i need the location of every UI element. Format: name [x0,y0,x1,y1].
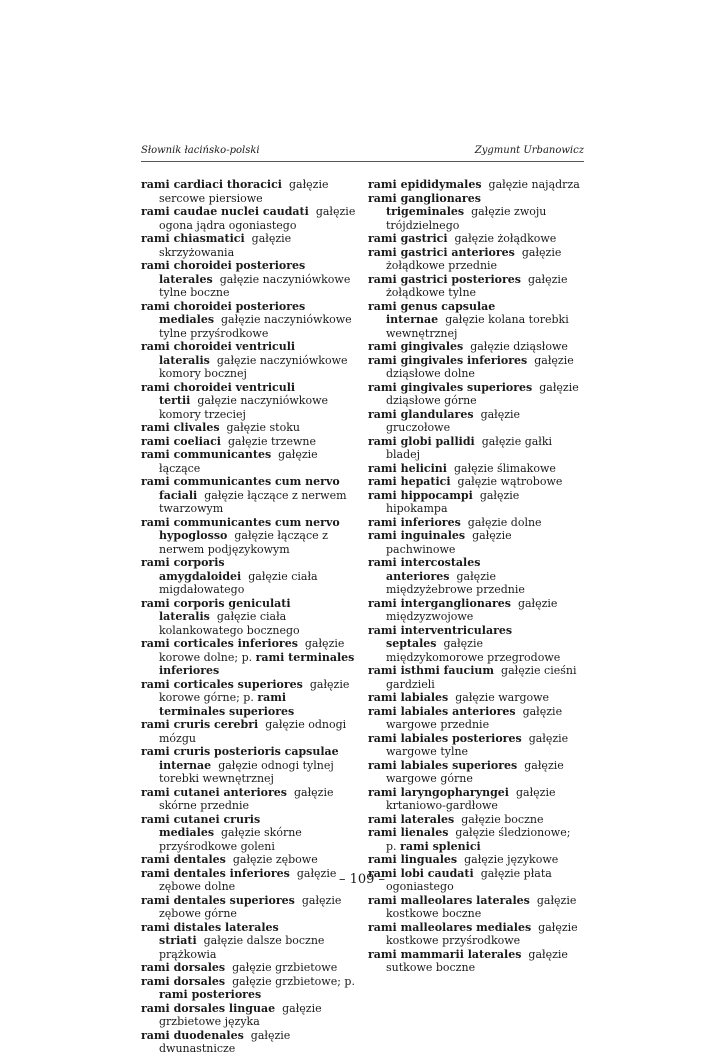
dictionary-entry [141,435,356,449]
dictionary-entry [141,894,356,921]
entry-definition: gałęzie dziąsłowe dolne [386,353,574,380]
dictionary-entry [368,624,583,665]
entry-definition: gałęzie zębowe górne [159,893,342,920]
entry-definition: gałęzie ciała kolankowatego bocznego [159,610,300,637]
entry-term: rami helicini [368,461,447,475]
dictionary-entry [141,975,356,1002]
entry-term: rami distales laterales striati [141,920,279,947]
entry-term: rami dentales [141,853,226,866]
entry-term: rami cardiaci thoracici [141,178,282,191]
entry-definition: gałęzie gałki bladej [386,434,553,461]
dictionary-entry [368,300,583,341]
entry-definition: gałęzie dalsze boczne prążkowia [159,934,325,961]
entry-term: rami gingivales [368,340,464,353]
dictionary-entry [368,921,583,948]
dictionary-entry [141,678,356,719]
entry-definition: gałęzie śledzionowe; p. [386,826,571,853]
entry-definition: gałęzie odnogi mózgu [159,718,347,745]
entry-term: rami cruris posterioris capsulae internae [141,745,339,772]
entry-term: rami duodenales [141,1028,244,1042]
header-rule [141,161,584,162]
entry-definition: gałęzie łączące [159,448,318,475]
entry-definition: gałęzie naczyniówkowe komory bocznej [159,353,348,380]
dictionary-entry [368,826,583,853]
entry-term: rami corticales superiores [141,677,303,691]
entry-definition: gałęzie krtaniowo-gardłowe [386,785,556,812]
dictionary-entry [141,516,356,557]
entry-term: rami choroidei ventriculi tertii [141,380,296,407]
dictionary-entry [368,556,583,597]
entry-term: rami laterales [368,812,455,826]
entry-definition: gałęzie odnogi tylnej torebki wewnętrznej [159,758,334,785]
entry-term: rami dentales superiores [141,893,295,907]
entry-term: rami corporis amygdaloidei [141,556,242,583]
entry-term: rami cruris cerebri [141,718,259,731]
entry-term: rami mammarii laterales [368,947,522,961]
dictionary-entry [141,259,356,300]
entry-definition: gałęzie dwunastnicze [159,1028,291,1055]
dictionary-entry [368,192,583,233]
entry-definition: gałęzie naczyniówkowe tylne przyśrodkowe [159,313,352,340]
entry-definition: gałęzie zębowe dolne [159,866,337,893]
dictionary-entry [141,1002,356,1029]
dictionary-entry [368,813,583,827]
entry-definition: gałęzie skórne przyśrodkowe goleni [159,826,302,853]
dictionary-entry [368,759,583,786]
entry-definition: gałęzie żołądkowe przednie [386,245,562,272]
dictionary-entry [368,232,583,246]
entry-definition: gałęzie najądrza [488,178,580,191]
entry-term: rami ganglionares trigeminales [368,191,481,218]
entry-definition: gałęzie trzewne [227,434,316,448]
dictionary-entry [141,556,356,597]
entry-term: rami laryngopharyngei [368,785,509,799]
entry-term: rami isthmi faucium [368,664,495,677]
entry-definition: gałęzie grzbietowe języka [159,1001,322,1028]
dictionary-entry [368,340,583,354]
dictionary-entry [141,597,356,638]
dictionary-entry [141,961,356,975]
entry-definition: gałęzie naczyniówkowe komory trzeciej [159,394,328,421]
dictionary-entry [368,705,583,732]
entry-term: rami malleolares mediales [368,920,532,934]
entry-term: rami communicantes [141,448,272,461]
dictionary-entry [141,1029,356,1056]
entry-term: rami lienales [368,826,449,839]
entry-definition: gałęzie kostkowe boczne [386,893,577,920]
dictionary-entry [141,232,356,259]
entry-definition: gałęzie zwoju trójdzielnego [386,205,547,232]
entry-term: rami clivales [141,421,220,434]
entry-definition: gałęzie cieśni gardzieli [386,664,577,691]
entry-term: rami globi pallidi [368,434,475,448]
running-header [141,144,584,158]
entry-term: rami cutanei cruris mediales [141,812,261,839]
entry-definition: gałęzie wargowe górne [386,758,564,785]
entry-term: rami gingivales superiores [368,380,533,394]
entry-term: rami malleolares laterales [368,893,530,907]
entry-definition: gałęzie międzyżebrowe przednie [386,569,525,596]
entry-term: rami gingivales inferiores [368,353,528,367]
entry-definition: gałęzie wątrobowe [457,475,563,488]
dictionary-entry [368,462,583,476]
entry-definition: gałęzie ciała migdałowatego [159,569,318,596]
entry-definition: gałęzie wargowe przednie [386,704,563,731]
entry-term: rami gastrici posteriores [368,272,521,286]
entry-definition: gałęzie grzbietowe [232,961,338,974]
dictionary-entry [141,786,356,813]
entry-cross-reference: rami terminales inferiores [159,650,355,677]
dictionary-entry [368,529,583,556]
dictionary-entry [141,745,356,786]
entry-term: rami interventriculares septales [368,623,513,650]
entry-definition: gałęzie boczne [461,812,544,826]
right-column [368,178,583,975]
dictionary-entry [368,948,583,975]
entry-term: rami linguales [368,853,458,866]
entry-definition: gałęzie ślimakowe [453,461,556,475]
dictionary-entry [141,178,356,205]
entry-term: rami lobi caudati [368,866,474,880]
entry-definition: gałęzie płata ogoniastego [386,866,552,893]
entry-term: rami choroidei ventriculi lateralis [141,340,296,367]
entry-definition: gałęzie skórne przednie [159,785,334,812]
entry-definition: gałęzie żołądkowe [454,232,557,245]
entry-term: rami glandulares [368,407,474,421]
dictionary-entry [368,516,583,530]
dictionary-entry [141,853,356,867]
dictionary-entry [141,205,356,232]
entry-term: rami gastrici [368,232,448,245]
entry-definition: gałęzie zębowe [232,853,318,866]
entry-term: rami dentales inferiores [141,866,290,880]
entry-definition: gałęzie hipokampa [386,488,520,515]
dictionary-entry [141,340,356,381]
entry-term: rami corporis geniculati lateralis [141,596,291,623]
entry-definition: gałęzie grzbietowe; p. [232,974,355,988]
entry-term: rami epididymales [368,178,482,191]
entry-term: rami chiasmatici [141,232,245,245]
entry-term: rami choroidei posteriores mediales [141,299,306,326]
dictionary-entry [368,435,583,462]
entry-definition: gałęzie kolana torebki wewnętrznej [386,313,569,340]
dictionary-entry [368,664,583,691]
dictionary-entry [141,381,356,422]
dictionary-entry [368,732,583,759]
dictionary-entry [368,786,583,813]
entry-cross-reference: rami posteriores [159,988,262,1001]
entry-cross-reference: rami terminales superiores [159,691,295,718]
dictionary-entry [368,273,583,300]
dictionary-entry [368,408,583,435]
entry-definition: gałęzie wargowe tylne [386,731,569,758]
entry-term: rami hepatici [368,475,451,488]
entry-definition: gałęzie kostkowe przyśrodkowe [386,920,578,947]
dictionary-entry [141,300,356,341]
entry-term: rami gastrici anteriores [368,245,515,259]
entry-definition: gałęzie wargowe [455,691,550,704]
entry-definition: gałęzie dziąsłowe górne [386,380,579,407]
entry-definition: gałęzie naczyniówkowe tylne boczne [159,272,351,299]
dictionary-entry [141,475,356,516]
dictionary-entry [368,178,583,192]
entry-definition: gałęzie stoku [226,421,300,434]
entry-term: rami corticales inferiores [141,637,298,650]
dictionary-entry [141,921,356,962]
entry-definition: gałęzie międzyzwojowe [386,596,558,623]
dictionary-entry [368,894,583,921]
entry-term: rami labiales [368,691,449,704]
entry-term: rami coeliaci [141,434,221,448]
entry-definition: gałęzie łączące z nerwem podjęzykowym [159,529,328,556]
entry-term: rami interganglionares [368,596,511,610]
entry-term: rami hippocampi [368,488,473,502]
entry-definition: gałęzie korowe górne; p. [159,677,350,704]
entry-term: rami inguinales [368,529,466,542]
author-name: Zygmunt Urbanowicz [474,145,584,156]
dictionary-entry [368,853,583,867]
entry-term: rami labiales anteriores [368,704,516,718]
left-column [141,178,356,1056]
entry-term: rami cutanei anteriores [141,785,287,799]
entry-term: rami genus capsulae internae [368,299,496,326]
dictionary-entry [141,718,356,745]
entry-term: rami inferiores [368,515,461,529]
entry-term: rami choroidei posteriores laterales [141,259,306,286]
entry-definition: gałęzie językowe [464,853,559,866]
dictionary-entry [368,246,583,273]
dictionary-entry [141,421,356,435]
entry-definition: gałęzie gruczołowe [386,407,521,434]
dictionary-entry [141,448,356,475]
entry-definition: gałęzie skrzyżowania [159,232,292,259]
entry-term: rami communicantes cum nervo hypoglosso [141,515,340,542]
entry-term: rami dorsales [141,961,226,974]
entry-definition: gałęzie łączące z nerwem twarzowym [159,488,347,515]
entry-term: rami caudae nuclei caudati [141,205,309,218]
dictionary-entry [368,691,583,705]
entry-definition: gałęzie pachwinowe [386,529,512,556]
entry-definition: gałęzie żołądkowe tylne [386,272,568,299]
entry-definition: gałęzie ogona jądra ogoniastego [159,205,356,232]
page-number: – 109 – [338,872,386,887]
entry-term: rami dorsales linguae [141,1001,276,1015]
book-title: Słownik łacińsko-polski [141,145,260,156]
entry-term: rami dorsales [141,974,226,988]
dictionary-entry [141,813,356,854]
dictionary-entry [368,475,583,489]
entry-term: rami communicantes cum nervo faciali [141,475,340,502]
entry-cross-reference: rami splenici [400,839,481,853]
dictionary-entry [141,637,356,678]
entry-term: rami intercostales anteriores [368,556,481,583]
entry-definition: gałęzie korowe dolne; p. [159,637,345,664]
entry-term: rami labiales superiores [368,758,518,772]
dictionary-entry [368,354,583,381]
entry-term: rami labiales posteriores [368,731,522,745]
entry-definition: gałęzie sercowe piersiowe [159,178,329,205]
entry-definition: gałęzie dolne [467,515,542,529]
entry-definition: gałęzie sutkowe boczne [386,947,568,974]
entry-definition: gałęzie dziąsłowe [470,340,568,353]
dictionary-entry [368,381,583,408]
dictionary-entry [368,597,583,624]
entry-definition: gałęzie międzykomorowe przegrodowe [386,637,561,664]
dictionary-entry [368,489,583,516]
